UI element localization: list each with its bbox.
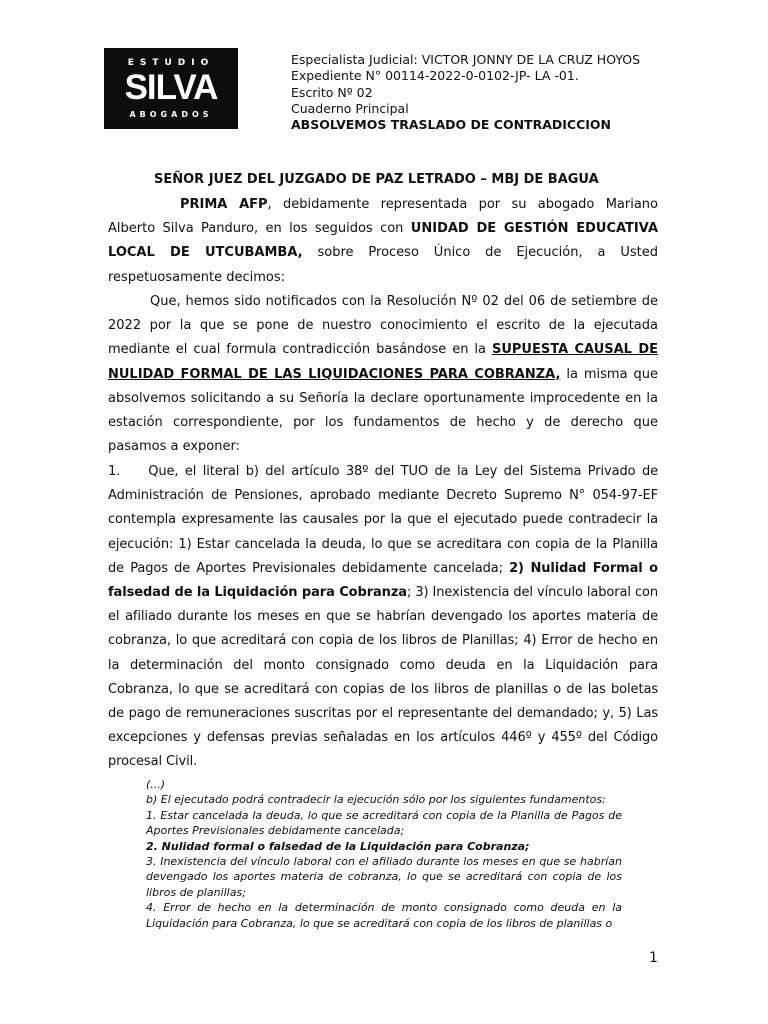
intro-paragraph (108, 193, 658, 290)
quote-intro: b) El ejecutado podrá contradecir la ejecución sólo por los siguientes fundamentos: (146, 793, 606, 807)
logo-line-silva: SILVA (124, 68, 218, 107)
case-header (291, 52, 640, 133)
notification-paragraph (108, 290, 658, 459)
intro-bold-defendant: UNIDAD DE GESTIÓN EDUCATIVA LOCAL DE UTCUBAMBA, (108, 221, 659, 261)
argument-text-2: ; 3) Inexistencia del vínculo laboral con el afiliado durante los meses en que se habrían devengado los aportes materia de cobranza, lo que acreditará con copia de los libros de Planillas; 4) Error de hecho en la determinación del monto consignado como deuda en la Liquidación para Cobranza, lo que se acreditará con copias de los libros de planillas o de las boletas de pago de remuneraciones suscritas por el representante del demandado; y, 5) Las excepciones y defensas previas señaladas en los artículos 446º y 455º del Código procesal Civil. (108, 585, 658, 770)
document-title: SEÑOR JUEZ DEL JUZGADO DE PAZ LETRADO – MBJ DE BAGUA (154, 172, 599, 187)
argument-text-1: Que, el literal b) del artículo 38º del TUO de la Ley del Sistema Privado de Administración de Pensiones, aprobado mediante Decreto Supremo N° 054-97-EF contempla expresamente las causales por la que el ejecutado puede contradecir la ejecución: 1) Estar cancelada la deuda, lo que se acreditara con copia de la Planilla de Pagos de Aportes Previsionales debidamente cancelada; (108, 464, 658, 576)
expediente-line: Expediente N° 00114-2022-0-0102-JP- LA -01. (291, 68, 579, 84)
notification-text-1: Que, hemos sido notificados con la Resolución Nº 02 del 06 de setiembre de 2022 por la que se pone de nuestro conocimiento el escrito de la ejecutada mediante el cual formula contradicción basándose en la (108, 294, 658, 358)
asunto-line: ABSOLVEMOS TRASLADO DE CONTRADICCION (291, 117, 611, 133)
argument-number: 1. (108, 464, 121, 479)
especialista-line: Especialista Judicial: VICTOR JONNY DE LA CRUZ HOYOS (291, 52, 641, 67)
intro-text-1: , debidamente representada por su abogado Mariano Alberto Silva Panduro, en los seguidos con (108, 197, 658, 237)
page-number: 1 (649, 950, 658, 966)
logo-line-abogados: ABOGADOS (129, 110, 213, 119)
logo-line-estudio: ESTUDIO (127, 58, 215, 68)
argument-paragraph-1 (108, 460, 658, 775)
quote-item-4: 4. Error de hecho en la determinación de monto consignado como deuda en la Liquidación para Cobranza, lo que se acreditará con copia de los libros de planillas o (146, 901, 622, 930)
cuaderno-line: Cuaderno Principal (291, 100, 409, 116)
legal-quote-block (146, 777, 622, 931)
argument-bold: 2) Nulidad Formal o falsedad de la Liquidación para Cobranza (108, 560, 658, 601)
escrito-line: Escrito Nº 02 (291, 84, 373, 100)
notification-text-2: la misma que absolvemos solicitando a su Señoría la declare oportunamente improcedente en la estación correspondiente, por los fundamentos de hecho y de derecho que pasamos a exponer: (108, 366, 658, 455)
estudio-silva-logo (104, 48, 238, 129)
intro-text-2: sobre Proceso Único de Ejecución, a Usted respetuosamente decimos: (108, 245, 659, 285)
notification-bold-underline: SUPUESTA CAUSAL DE NULIDAD FORMAL DE LAS LIQUIDACIONES PARA COBRANZA, (108, 342, 658, 382)
intro-bold-party: PRIMA AFP (180, 197, 268, 212)
quote-item-2: 2. Nulidad formal o falsedad de la Liquidación para Cobranza; (146, 839, 530, 853)
quote-item-3: 3. Inexistencia del vínculo laboral con el afiliado durante los meses en que se habrían devengado los aportes materia de cobranza, lo que se acreditará con copia de los libros de planillas; (146, 855, 622, 899)
quote-item-1: 1. Estar cancelada la deuda, lo que se acreditará con copia de la Planilla de Pagos de Aportes Previsionales debidamente cancelada; (146, 808, 622, 838)
quote-ellipsis: (...) (146, 778, 166, 791)
